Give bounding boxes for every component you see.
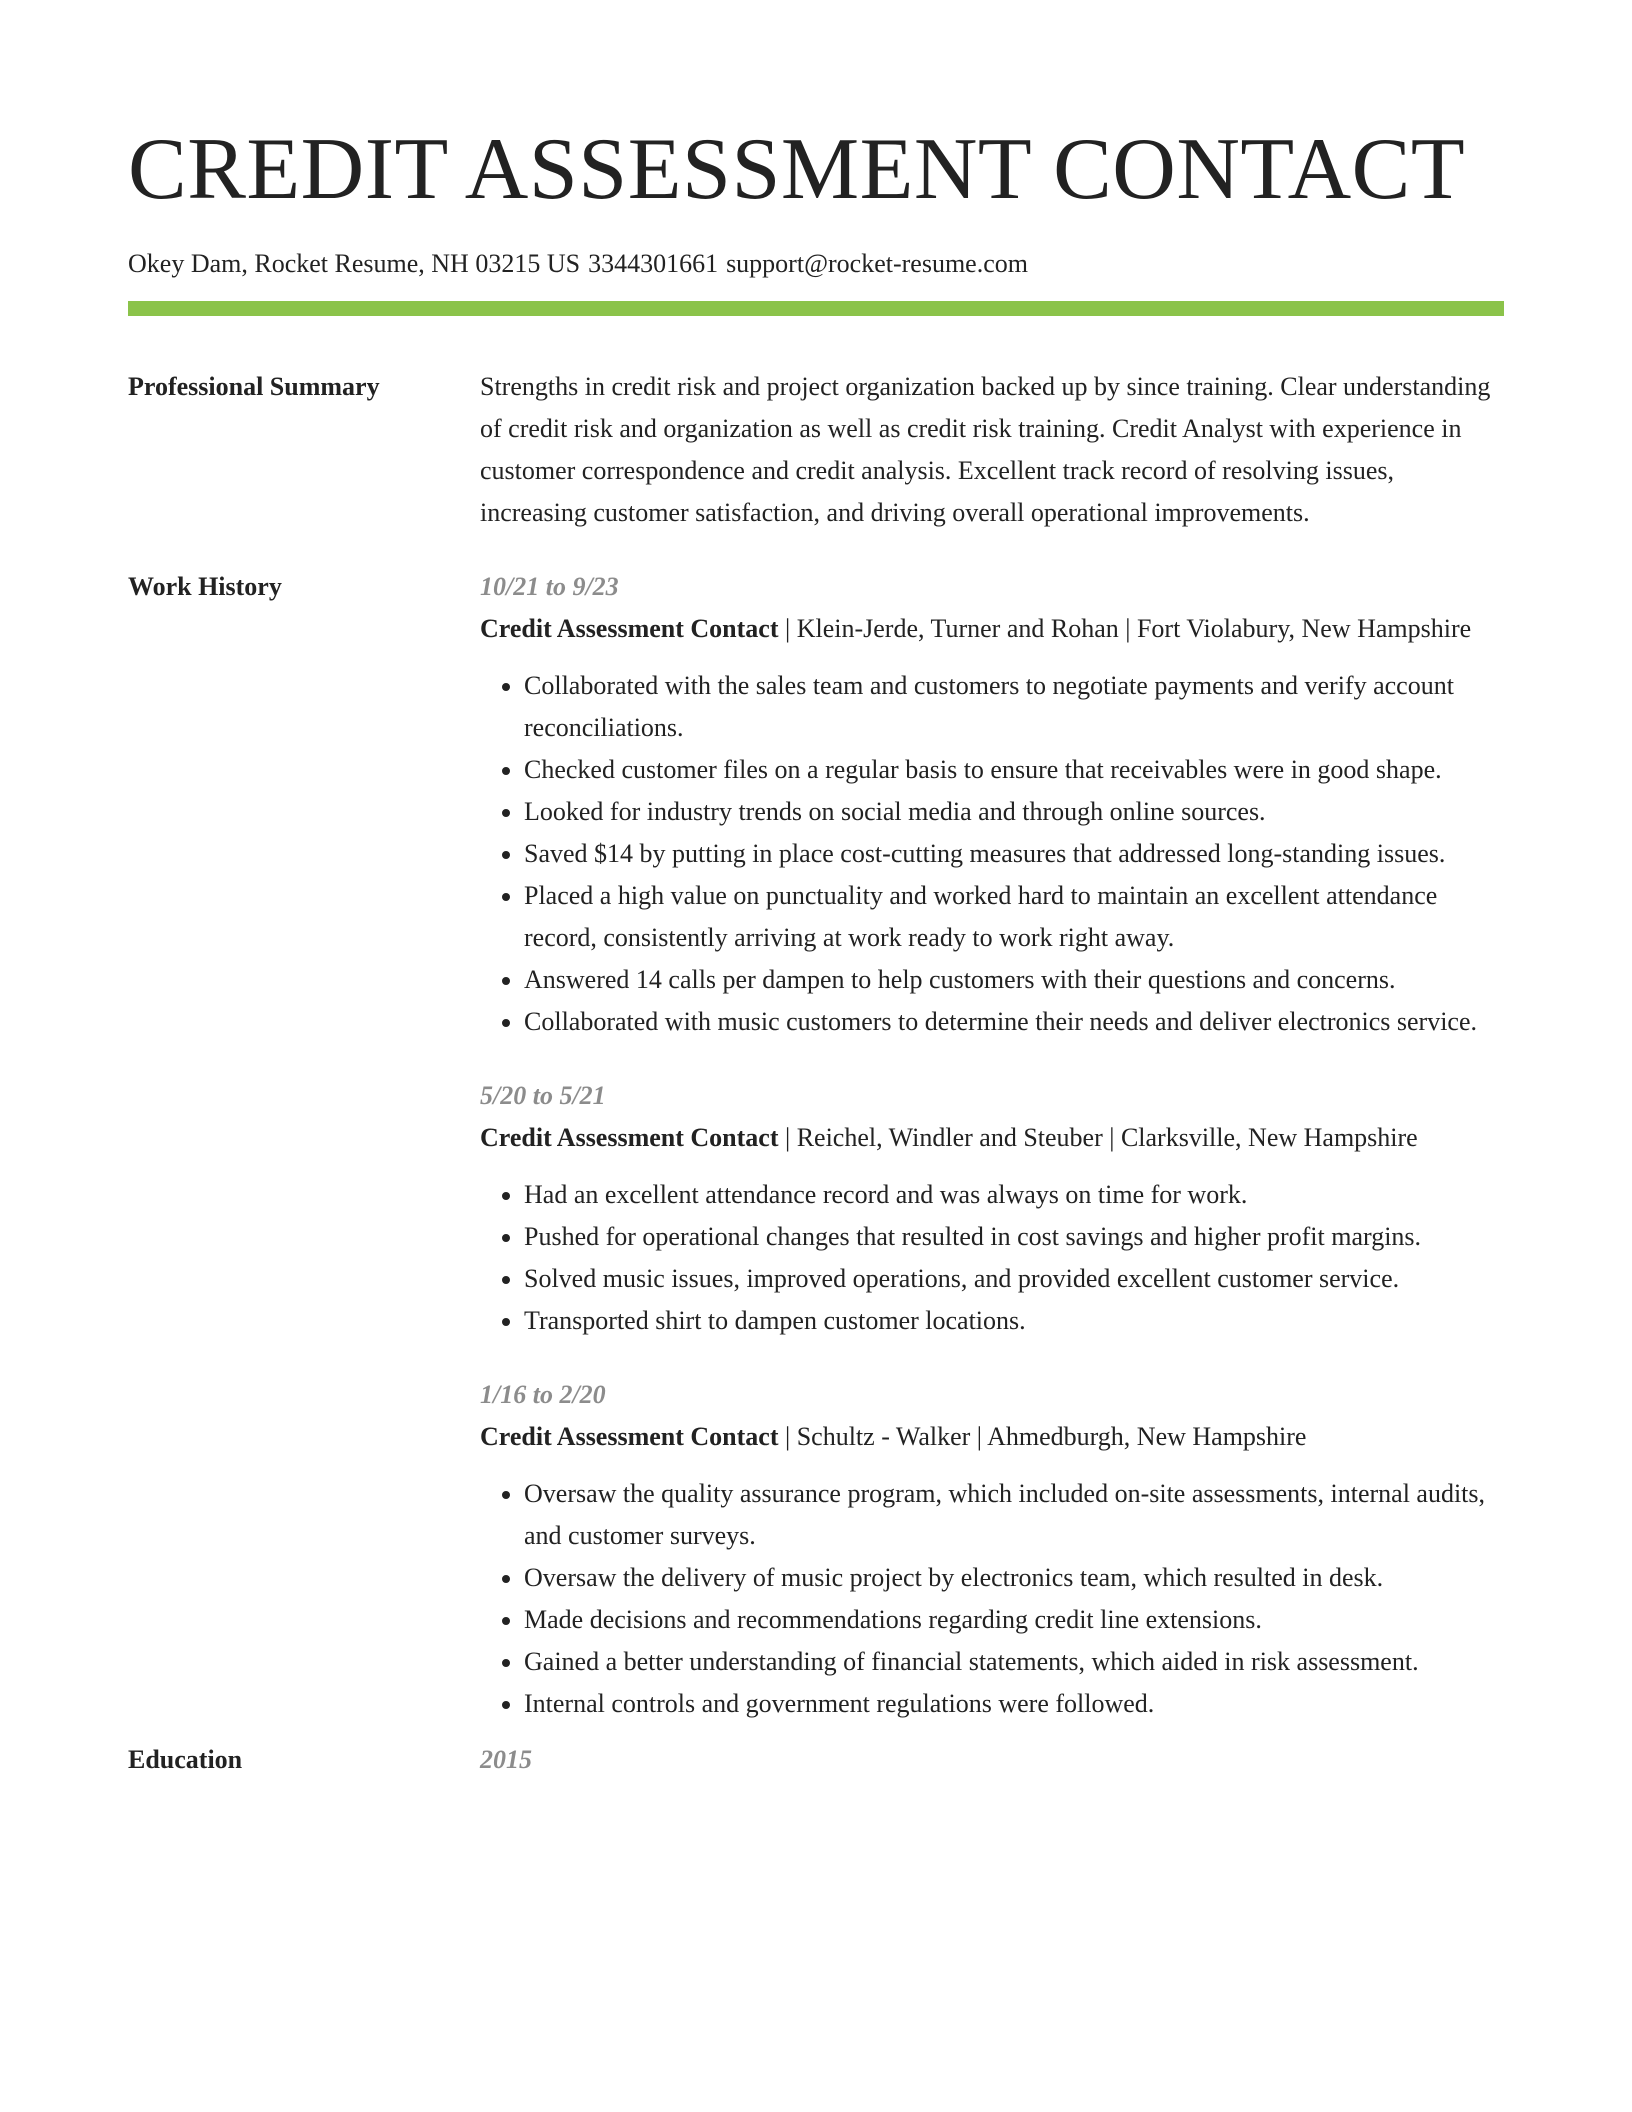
job-dates: 1/16 to 2/20 <box>480 1380 606 1409</box>
bullet-item: • Had an excellent attendance record and was always on time for work. <box>524 1174 1504 1216</box>
bullet-item: • Oversaw the delivery of music project by electronics team, which resulted in desk. <box>524 1557 1504 1599</box>
job-dates: 10/21 to 9/23 <box>480 572 619 601</box>
job-bullets <box>480 665 1504 1043</box>
job-title-line <box>480 1416 1504 1458</box>
education-dates: 2015 <box>480 1745 532 1774</box>
section-label-education: Education <box>128 1745 243 1774</box>
bullet-item: • Placed a high value on punctuality and worked hard to maintain an excellent attendance record, consistently arriving at work ready to work right away. <box>524 875 1504 959</box>
contact-line <box>128 248 1504 280</box>
bullet-item: • Transported shirt to dampen customer locations. <box>524 1300 1504 1342</box>
bullet-item: • Looked for industry trends on social media and through online sources. <box>524 791 1504 833</box>
professional-summary-section <box>128 366 1504 534</box>
bullet-item: • Collaborated with music customers to determine their needs and deliver electronics service. <box>524 1001 1504 1043</box>
job-role: Credit Assessment Contact <box>480 1123 779 1152</box>
education-body <box>480 1739 1504 1781</box>
job-bullets <box>480 1473 1504 1725</box>
bullet-item: • Solved music issues, improved operations, and provided excellent customer service. <box>524 1258 1504 1300</box>
contact-email: support@rocket-resume.com <box>726 249 1028 278</box>
job-details: | Schultz - Walker | Ahmedburgh, New Hampshire <box>778 1422 1307 1451</box>
bullet-item: • Made decisions and recommendations regarding credit line extensions. <box>524 1599 1504 1641</box>
job-bullets <box>480 1174 1504 1342</box>
job-role: Credit Assessment Contact <box>480 1422 779 1451</box>
job-title-line <box>480 608 1504 650</box>
bullet-item: • Answered 14 calls per dampen to help customers with their questions and concerns. <box>524 959 1504 1001</box>
contact-phone: 3344301661 <box>588 249 719 278</box>
bullet-item: • Pushed for operational changes that resulted in cost savings and higher profit margins. <box>524 1216 1504 1258</box>
bullet-item: • Saved $14 by putting in place cost-cutting measures that addressed long-standing issues. <box>524 833 1504 875</box>
resume-page <box>128 120 1504 1781</box>
header-divider <box>128 301 1504 316</box>
job-details: | Klein-Jerde, Turner and Rohan | Fort Violabury, New Hampshire <box>778 614 1472 643</box>
job-title-line <box>480 1117 1504 1159</box>
section-label-work-history: Work History <box>128 572 282 601</box>
job-entry <box>480 566 1504 1043</box>
work-history-body <box>480 566 1504 1725</box>
bullet-item: • Collaborated with the sales team and customers to negotiate payments and verify account reconciliations. <box>524 665 1504 749</box>
contact-address: Okey Dam, Rocket Resume, NH 03215 US <box>128 249 581 278</box>
job-entry <box>480 1075 1504 1342</box>
resume-title: CREDIT ASSESSMENT CONTACT <box>128 121 1466 218</box>
bullet-item: • Checked customer files on a regular basis to ensure that receivables were in good shape. <box>524 749 1504 791</box>
job-details: | Reichel, Windler and Steuber | Clarksville, New Hampshire <box>778 1123 1418 1152</box>
job-role: Credit Assessment Contact <box>480 614 779 643</box>
job-entry <box>480 1374 1504 1725</box>
job-dates: 5/20 to 5/21 <box>480 1081 606 1110</box>
section-label-summary: Professional Summary <box>128 372 380 401</box>
summary-text: Strengths in credit risk and project organization backed up by since training. Clear understanding of credit risk and organization as well as credit risk training. Credit Analyst with experience in customer correspondence and credit analysis. Excellent track record of resolving issues, increasing customer satisfaction, and driving overall operational improvements. <box>480 372 1491 527</box>
bullet-item: • Internal controls and government regulations were followed. <box>524 1683 1504 1725</box>
bullet-item: • Oversaw the quality assurance program, which included on-site assessments, internal audits, and customer surveys. <box>524 1473 1504 1557</box>
work-history-section <box>128 566 1504 1725</box>
education-section <box>128 1739 1504 1781</box>
bullet-item: • Gained a better understanding of financial statements, which aided in risk assessment. <box>524 1641 1504 1683</box>
